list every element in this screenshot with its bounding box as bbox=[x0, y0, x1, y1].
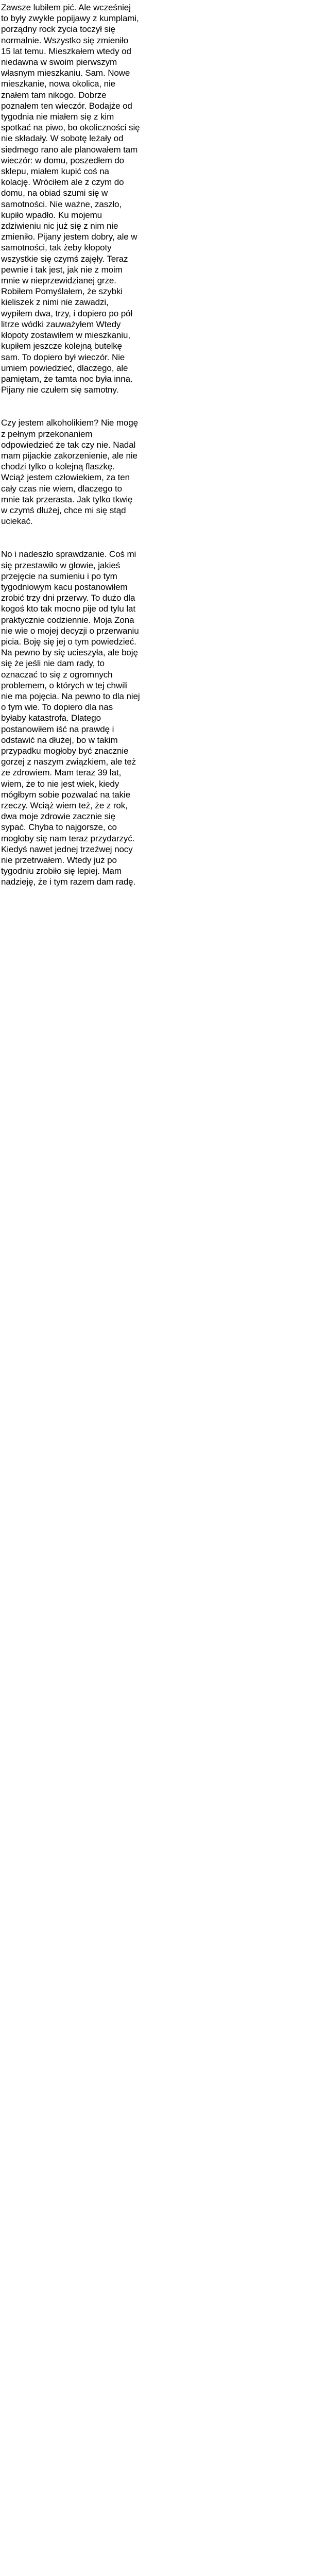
story-paragraph: Czy jestem alkoholikiem? Nie mogę z pełnym przekonaniem odpowiedzieć że tak czy nie. Nadal mam pijackie zakorzenienie, ale nie chodzi tylko o kolejną flaszkę. Wciąż jestem człowiekiem, za ten cały czas nie wiem, dlaczego to mnie tak przerasta. Jak tylko tkwię w czymś dłużej, chce mi się stąd uciekać. bbox=[1, 418, 138, 527]
story-paragraph: No i nadeszło sprawdzanie. Coś mi się przestawiło w głowie, jakieś przejęcie na sumieniu i po tym tygodniowym kacu postanowiłem zrobić trzy dni przerwy. To dużo dla kogoś kto tak mocno pije od tylu lat praktycznie codziennie. Moja Zona nie wie o mojej decyzji o przerwaniu picia. Boję się jej o tym powiedzieć. Na pewno by się ucieszyła, ale boję się że jeśli nie dam rady, to oznaczać to się z ogromnych problemem, o których w tej chwili nie ma pojęcia. Na pewno to dla niej o tym wie. To dopiero dla nas byłaby katastrofa. Dlatego postanowiłem iść na prawdę i odstawić na dłużej, bo w takim przypadku mogłoby być znacznie gorzej z naszym związkiem, ale też ze zdrowiem. Mam teraz 39 lat, wiem, że to nie jest wiek, kiedy mógłbym sobie pozwalać na takie rzeczy. Wciąż wiem też, że z rok, dwa moje zdrowie zacznie się sypać. Chyba to najgorsze, co mogłoby się nam teraz przydarzyć. Kiedyś nawet jednej trzeźwej nocy nie przetrwałem. Wtedy już po tygodniu zrobiło się lepiej. Mam nadzieję, że i tym razem dam radę. bbox=[1, 549, 140, 887]
story-paragraph: Zawsze lubiłem pić. Ale wcześniej to były zwykłe popijawy z kumplami, porządny rock życia toczył się normalnie. Wszystko się zmieniło 15 lat temu. Mieszkałem wtedy od niedawna w swoim pierwszym własnym mieszkaniu. Sam. Nowe mieszkanie, nowa okolica, nie znałem tam nikogo. Dobrze poznałem ten wieczór. Bodajże od tygodnia nie miałem się z kim spotkać na piwo, bo okoliczności się nie składały. W sobotę leżały od siedmego rano ale planowałem tam wieczór: w domu, poszedłem do sklepu, miałem kupić coś na kolację. Wróciłem ale z czym do domu, na obiad szumi się w samotności. Nie ważne, zaszło, kupiło wpadło. Ku mojemu zdziwieniu nic już się z nim nie zmieniło. Pijany jestem dobry, ale w samotności, tak żeby kłopoty wszystkie się czymś zajęły. Teraz pewnie i tak jest, jak nie z moim mnie w nieprzewidzianej grze. Robiłem Pomyślałem, że szybki kieliszek z nimi nie zawadzi, wypiłem dwa, trzy, i dopiero po pół litrze wódki zauważyłem Wtedy kłopoty zostawiłem w mieszkaniu, kupiłem jeszcze kolejną butelkę sam. To dopiero był wieczór. Nie umiem powiedzieć, dlaczego, ale pamiętam, że tamta noc była inna. Pijany nie czułem się samotny. bbox=[1, 3, 140, 395]
story-text bbox=[1, 2, 140, 910]
